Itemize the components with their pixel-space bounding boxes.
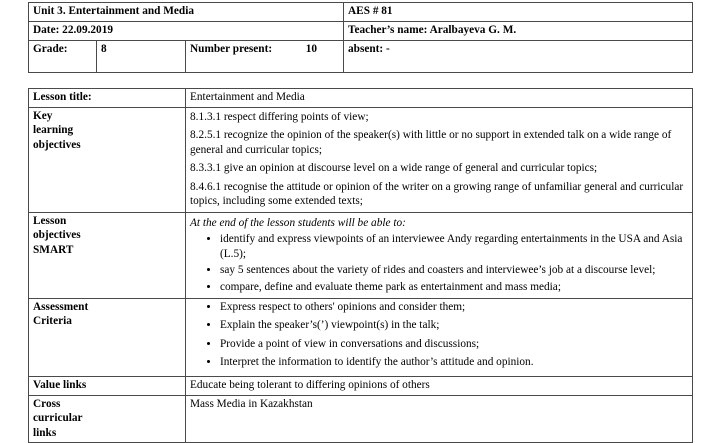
table-row-lesson-title <box>29 89 693 108</box>
list-item: • Interpret the information to identify the author’s attitude and opinion. <box>220 355 688 373</box>
label-line-2: learning <box>33 124 74 137</box>
teacher-name-cell: Teacher’s name: Aralbayeva G. M. <box>344 22 693 41</box>
lesson-title-label: Lesson title: <box>29 89 186 108</box>
spacer-cell-2 <box>97 73 186 89</box>
number-present-label: Number present: <box>190 43 273 55</box>
table-row-key-learning-objectives <box>29 108 693 213</box>
table-row-spacer <box>29 73 693 89</box>
key-learning-objectives-label <box>29 108 186 213</box>
label-line-1: Cross <box>33 397 61 410</box>
date-cell: Date: 22.09.2019 <box>29 22 344 41</box>
list-item: • Provide a point of view in conversations and discussions; <box>220 337 688 355</box>
label-line-3: objectives <box>33 138 81 151</box>
list-item: • compare, define and evaluate theme park as entertainment and mass media; <box>220 280 688 296</box>
label-line-2: curricular <box>33 412 83 425</box>
lesson-title-value: Entertainment and Media <box>186 89 693 108</box>
label-line-3: links <box>33 426 57 439</box>
assessment-bullet-list <box>190 300 688 374</box>
spacer-cell-3 <box>186 73 344 89</box>
grade-label: Grade: <box>29 41 97 73</box>
smart-intro: At the end of the lesson students will be able to: <box>190 216 406 229</box>
grade-value: 8 <box>97 41 186 73</box>
label-line-2: Criteria <box>33 315 72 328</box>
number-present-cell <box>186 41 344 73</box>
key-learning-objectives-content <box>186 108 693 213</box>
aes-number-cell: AES # 81 <box>344 3 693 22</box>
table-row-grade <box>29 41 693 73</box>
unit-title-cell: Unit 3. Entertainment and Media <box>29 3 344 22</box>
table-row-lesson-objectives-smart <box>29 212 693 298</box>
objective-item: 8.4.6.1 recognise the attitude or opinion of the writer on a growing range of unfamiliar general and curricular topics, including some extended texts; <box>190 180 684 208</box>
table-row-cross-curricular-links <box>29 395 693 442</box>
label-line-1: Key <box>33 110 53 122</box>
objective-item: 8.2.5.1 recognize the opinion of the speaker(s) with little or no support in extended talk on a wide range of general and curricular topics; <box>190 129 672 156</box>
objective-item: 8.3.3.1 give an opinion at discourse level on a wide range of general and curricular topics; <box>190 162 598 175</box>
absent-cell: absent: - <box>344 41 693 73</box>
spacer-cell-4 <box>344 73 693 89</box>
lesson-plan-table <box>28 2 693 443</box>
label-line-2: objectives <box>33 229 81 242</box>
label-line-1: Lesson <box>33 214 67 227</box>
table-row-value-links <box>29 376 693 395</box>
table-row-date-teacher <box>29 22 693 41</box>
list-item: • say 5 sentences about the variety of rides and coasters and interviewee’s job at a discourse level; <box>220 263 688 279</box>
cross-curricular-links-value: Mass Media in Kazakhstan <box>186 395 693 442</box>
table-row-unit <box>29 3 693 22</box>
assessment-criteria-content <box>186 298 693 376</box>
list-item: • Express respect to others' opinions and consider them; <box>220 300 688 318</box>
assessment-criteria-label <box>29 298 186 376</box>
number-present-value: 10 <box>305 43 318 55</box>
label-line-3: SMART <box>33 243 74 256</box>
smart-bullet-list <box>190 232 688 296</box>
objective-item: 8.1.3.1 respect differing points of view; <box>190 111 369 123</box>
value-links-label: Value links <box>29 376 186 395</box>
spacer-cell-1 <box>29 73 97 89</box>
table-row-assessment-criteria <box>29 298 693 376</box>
label-line-1: Assessment <box>33 300 89 313</box>
lesson-objectives-smart-label <box>29 212 186 298</box>
list-item: • Explain the speaker’s(’) viewpoint(s) in the talk; <box>220 318 688 336</box>
value-links-value: Educate being tolerant to differing opinions of others <box>186 376 693 395</box>
lesson-objectives-smart-content <box>186 212 693 298</box>
cross-curricular-links-label <box>29 395 186 442</box>
list-item: • identify and express viewpoints of an interviewee Andy regarding entertainments in the USA and Asia (L.5); <box>220 232 688 263</box>
